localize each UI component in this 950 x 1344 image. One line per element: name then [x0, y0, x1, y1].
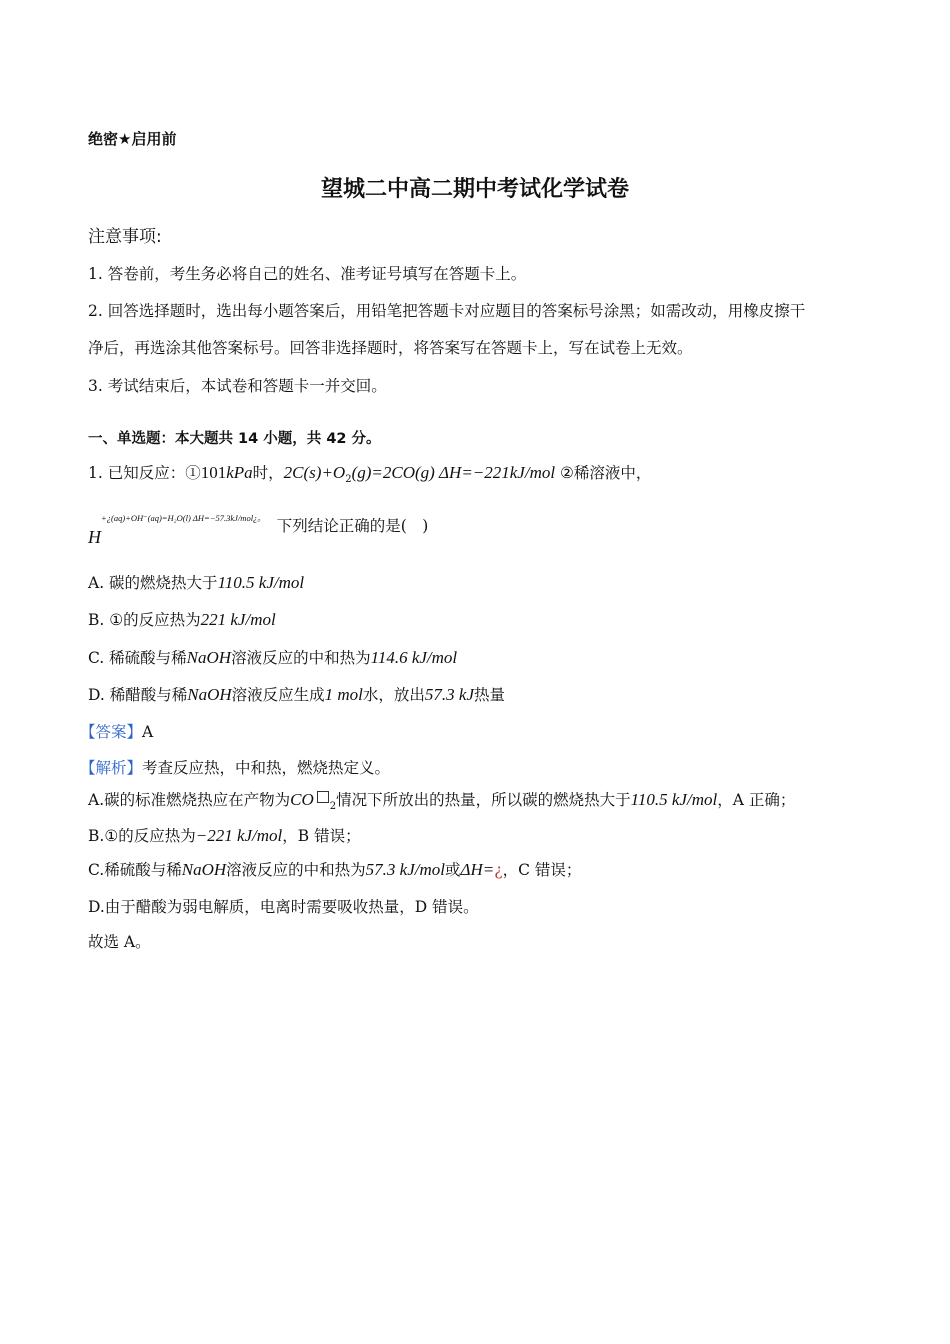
analysis-a [88, 789, 795, 818]
option-a-value: 110.5 kJ/mol [217, 573, 305, 592]
option-c-value: 114.6 kJ/mol [370, 648, 458, 667]
q1-stem: 下列结论正确的是( ) [276, 517, 429, 535]
analysis-c-delta-h: ΔH= [460, 860, 495, 879]
analysis-b-text-2: ，B 错误； [282, 827, 361, 845]
option-c [88, 647, 457, 669]
analysis-b-text-1: B.①的反应热为 [88, 827, 196, 845]
notice-item-1: 1. 答卷前，考生务必将自己的姓名、准考证号填写在答题卡上。 [88, 265, 527, 283]
notice-item-2: 2. 回答选择题时，选出每小题答案后，用铅笔把答题卡对应题目的答案标号涂黑；如需改动，用橡皮擦干 [88, 302, 806, 320]
notice-item-2-cont: 净后，再选涂其他答案标号。回答非选择题时，将答案写在答题卡上，写在试卷上无效。 [88, 339, 693, 357]
question-1-line-2 [88, 513, 429, 547]
analysis-a-text-3: ，A 正确； [717, 791, 796, 809]
option-c-text-1: C. 稀硫酸与稀 [88, 649, 187, 667]
option-d-text-2: 溶液反应生成 [231, 686, 325, 704]
q1-prefix: 1. 已知反应：① [88, 464, 201, 482]
analysis-a-sub: 2 [329, 801, 337, 813]
option-b-text: B. ①的反应热为 [88, 611, 201, 629]
analysis-a-value: 110.5 kJ/mol [630, 790, 718, 809]
q1-equation-sub: 2 [345, 474, 352, 486]
analysis-c-text-3: 或 [445, 861, 461, 879]
analysis-c-naoh: NaOH [181, 860, 227, 879]
q1-equation-2: +¿(aq)+OH⁻(aq)=H₂O(l) ΔH=−57.3kJ/mol¿。 [101, 513, 266, 523]
option-d-naoh: NaOH [187, 685, 232, 704]
notice-heading [88, 226, 162, 248]
analysis-c-text-2: 溶液反应的中和热为 [226, 861, 366, 879]
notice-item-3: 3. 考试结束后，本试卷和答题卡一并交回。 [88, 377, 387, 395]
q1-pressure-unit: kPa [226, 463, 253, 482]
analysis-c-value: 57.3 kJ/mol [365, 860, 445, 879]
analysis-a-text-1: A.碳的标准燃烧热应在产物为 [88, 791, 291, 809]
analysis-summary-text: 考查反应热，中和热，燃烧热定义。 [142, 759, 391, 777]
q1-pressure-value: 101 [200, 463, 227, 482]
analysis-c-glyph: ¿ [494, 861, 503, 879]
analysis-tag: 【解析】 [80, 759, 143, 777]
option-b-value: 221 kJ/mol [200, 610, 276, 629]
analysis-d: D.由于醋酸为弱电解质，电离时需要吸收热量，D 错误。 [88, 898, 479, 916]
q1-equation-1a: 2C(s)+O [283, 463, 346, 482]
notice-heading-text: 注意事项 [88, 227, 156, 247]
analysis-conclusion: 故选 A。 [88, 933, 151, 951]
option-c-text-2: 溶液反应的中和热为 [231, 649, 371, 667]
analysis-b [88, 825, 361, 847]
analysis-summary [80, 757, 390, 779]
option-a [88, 572, 304, 594]
analysis-b-value: −221 kJ/mol [195, 826, 283, 845]
option-d [88, 684, 505, 706]
exam-title: 望城二中高二期中考试化学试卷 [320, 177, 629, 202]
option-d-text-4: 热量 [474, 686, 506, 704]
option-d-text-3: 水，放出 [362, 686, 425, 704]
notice-colon: : [156, 227, 162, 247]
answer-tag: 【答案】 [80, 723, 143, 741]
analysis-a-co: CO [290, 790, 314, 809]
question-1-line-1 [88, 462, 651, 491]
analysis-c-text-1: C.稀硫酸与稀 [88, 861, 182, 879]
analysis-c [88, 859, 581, 881]
option-d-heat: 57.3 kJ [424, 685, 475, 704]
analysis-c-text-4: ，C 错误； [502, 861, 582, 879]
placeholder-box-icon [317, 791, 329, 803]
option-c-naoh: NaOH [186, 648, 232, 667]
answer [80, 721, 153, 743]
analysis-a-text-2: 情况下所放出的热量，所以碳的燃烧热大于 [336, 791, 631, 809]
option-d-text-1: D. 稀醋酸与稀 [88, 686, 188, 704]
option-b [88, 609, 276, 631]
option-d-mol: 1 mol [324, 685, 363, 704]
q1-dilute-text: ②稀溶液中， [555, 464, 652, 482]
q1-h-ion: H [88, 527, 101, 547]
q1-when: 时， [252, 464, 284, 482]
answer-value: A [142, 723, 154, 741]
section-heading: 一、单选题：本大题共 14 小题，共 42 分。 [88, 431, 381, 447]
secret-label: 绝密★启用前 [88, 130, 177, 148]
q1-equation-1b: (g)=2CO(g) ΔH=−221kJ/mol [351, 463, 556, 482]
option-a-text: A. 碳的燃烧热大于 [88, 574, 218, 592]
